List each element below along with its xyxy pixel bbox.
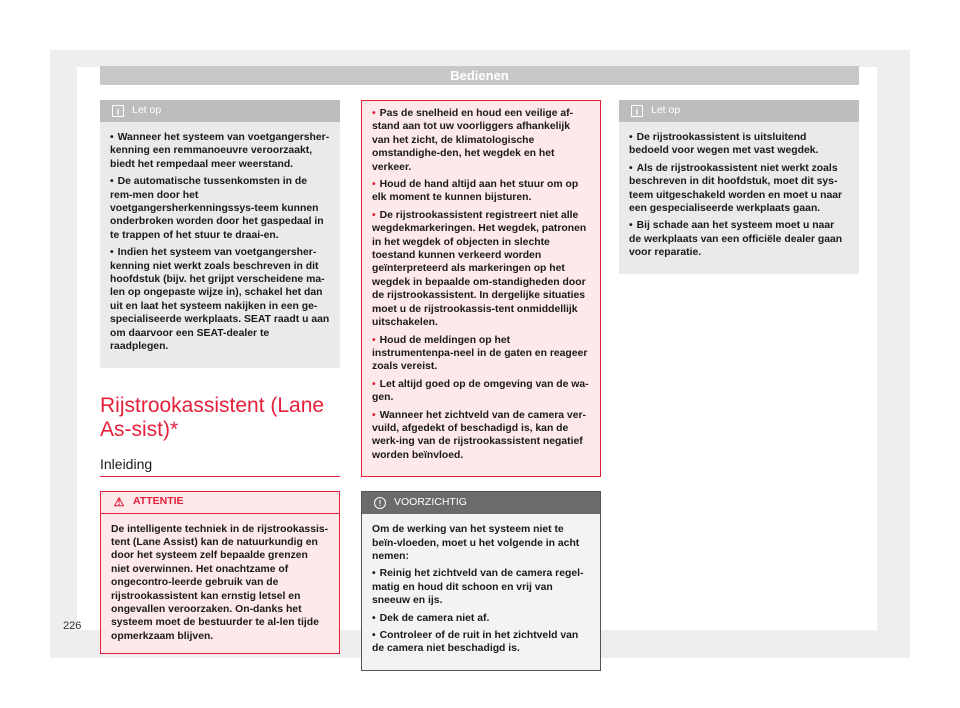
chapter-header: Bedienen bbox=[100, 66, 859, 85]
note-body bbox=[100, 122, 340, 368]
note-header bbox=[619, 100, 859, 122]
attention-body bbox=[101, 514, 339, 654]
note-box bbox=[619, 100, 859, 274]
list-item: • Reinig het zichtveld van de camera regel-matig en houd dit schoon en vrij van sneeuw en ijs. bbox=[372, 568, 584, 607]
list-item: • Houd de meldingen op het instrumentenpa-neel in de gaten en reageer zoals vereist. bbox=[372, 334, 588, 373]
page-number: 226 bbox=[63, 620, 82, 632]
info-icon: i bbox=[112, 105, 124, 117]
column-left bbox=[100, 100, 340, 654]
list-item: • De automatische tussenkomsten in de rem-men door het voetgangersherkenningssys-teem kunnen onderbroken worden door het gaspedaal in te trappen of het stuur te draai-en. bbox=[110, 176, 324, 241]
caution-heading: VOORZICHTIG bbox=[394, 496, 467, 509]
list-item: • Als de rijstrookassistent niet werkt zoals beschreven in dit hoofdstuk, moet dit sys-teem uitgeschakeld worden en moet u naar een gespecialiseerde werkplaats gaan. bbox=[629, 162, 843, 215]
caution-box bbox=[361, 491, 601, 671]
section-title: Rijstrookassistent (Lane As-sist)* bbox=[100, 393, 325, 441]
attention-continued-box bbox=[361, 100, 601, 477]
info-icon: i bbox=[631, 105, 643, 117]
column-middle bbox=[361, 100, 601, 671]
attention-box bbox=[100, 491, 340, 655]
exclamation-circle-icon: ! bbox=[374, 497, 386, 509]
list-item: • Let altijd goed op de omgeving van de wa-gen. bbox=[372, 378, 589, 404]
list-item: • De rijstrookassistent is uitsluitend bedoeld voor wegen met vast wegdek. bbox=[629, 132, 819, 157]
attention-header bbox=[101, 492, 339, 514]
warning-triangle-icon: ⚠ bbox=[113, 495, 125, 509]
list-item: • Houd de hand altijd aan het stuur om op elk moment te kunnen bijsturen. bbox=[372, 179, 579, 204]
list-item: • Bij schade aan het systeem moet u naar de werkplaats van een officiële dealer gaan voor reparatie. bbox=[629, 220, 843, 259]
column-right bbox=[619, 100, 859, 274]
attention-heading: ATTENTIE bbox=[133, 495, 184, 508]
list-item: • De rijstrookassistent registreert niet alle wegdekmarkeringen. Het wegdek, patronen in het wegdek of objecten in slechte toestand kunnen verkeerd worden geïnterpreteerd als markeringen op het wegdek in bepaalde om-standigheden door de rijstrookassistent. In dergelijke situaties moet u de rijstrookassis-tent onmiddellijk uitschakelen. bbox=[372, 209, 587, 329]
caution-body bbox=[362, 514, 600, 670]
list-item: • Wanneer het zichtveld van de camera ver-vuild, afgedekt of beschadigd is, kan de werk-ing van de rijstrookassistent negatief worden beïnvloed. bbox=[372, 409, 586, 461]
list-item: • Pas de snelheid en houd een veilige af-stand aan tot uw voorliggers afhankelijk van het zicht, de klimatologische omstandighe-den, het wegdek en het verkeer. bbox=[372, 108, 574, 173]
caution-header bbox=[362, 492, 600, 514]
caution-intro: Om de werking van het systeem niet te beïn-vloeden, moet u het volgende in acht nemen: bbox=[372, 524, 580, 562]
note-body bbox=[619, 122, 859, 274]
list-item: • Wanneer het systeem van voetgangersher-kenning een remmanoeuvre veroorzaakt, biedt het rempedaal meer weerstand. bbox=[110, 132, 330, 170]
note-heading: Let op bbox=[651, 104, 681, 117]
list-item: • Dek de camera niet af. bbox=[372, 612, 490, 624]
note-box bbox=[100, 100, 340, 368]
attention-continued-body bbox=[362, 101, 600, 476]
list-item: • Indien het systeem van voetgangersher-kenning niet werkt zoals beschreven in dit hoofdstuk (bijv. het grijpt verscheidene ma-len op ongepaste wijze in), schakel het dan uit en laat het systeem nakijken in een ge-specialiseerde werkplaats. SEAT raadt u aan om daarvoor een SEAT-dealer te raadplegen. bbox=[110, 247, 330, 353]
list-item: • Controleer of de ruit in het zichtveld van de camera niet beschadigd is. bbox=[372, 630, 579, 655]
note-header bbox=[100, 100, 340, 122]
attention-text: De intelligente techniek in de rijstrookassis-tent (Lane Assist) kan de natuurkundig en door het systeem zelf bepaalde grenzen niet overwinnen. Het onachtzame of ongecontro-leerde gebruik van de rijstrookassistent kan ernstig letsel en ongevallen veroorzaken. On-danks het systeem moet de bestuurder te al-len tijde opmerkzaam blijven. bbox=[111, 523, 329, 642]
subsection-title: Inleiding bbox=[100, 456, 340, 477]
note-heading: Let op bbox=[132, 104, 162, 117]
